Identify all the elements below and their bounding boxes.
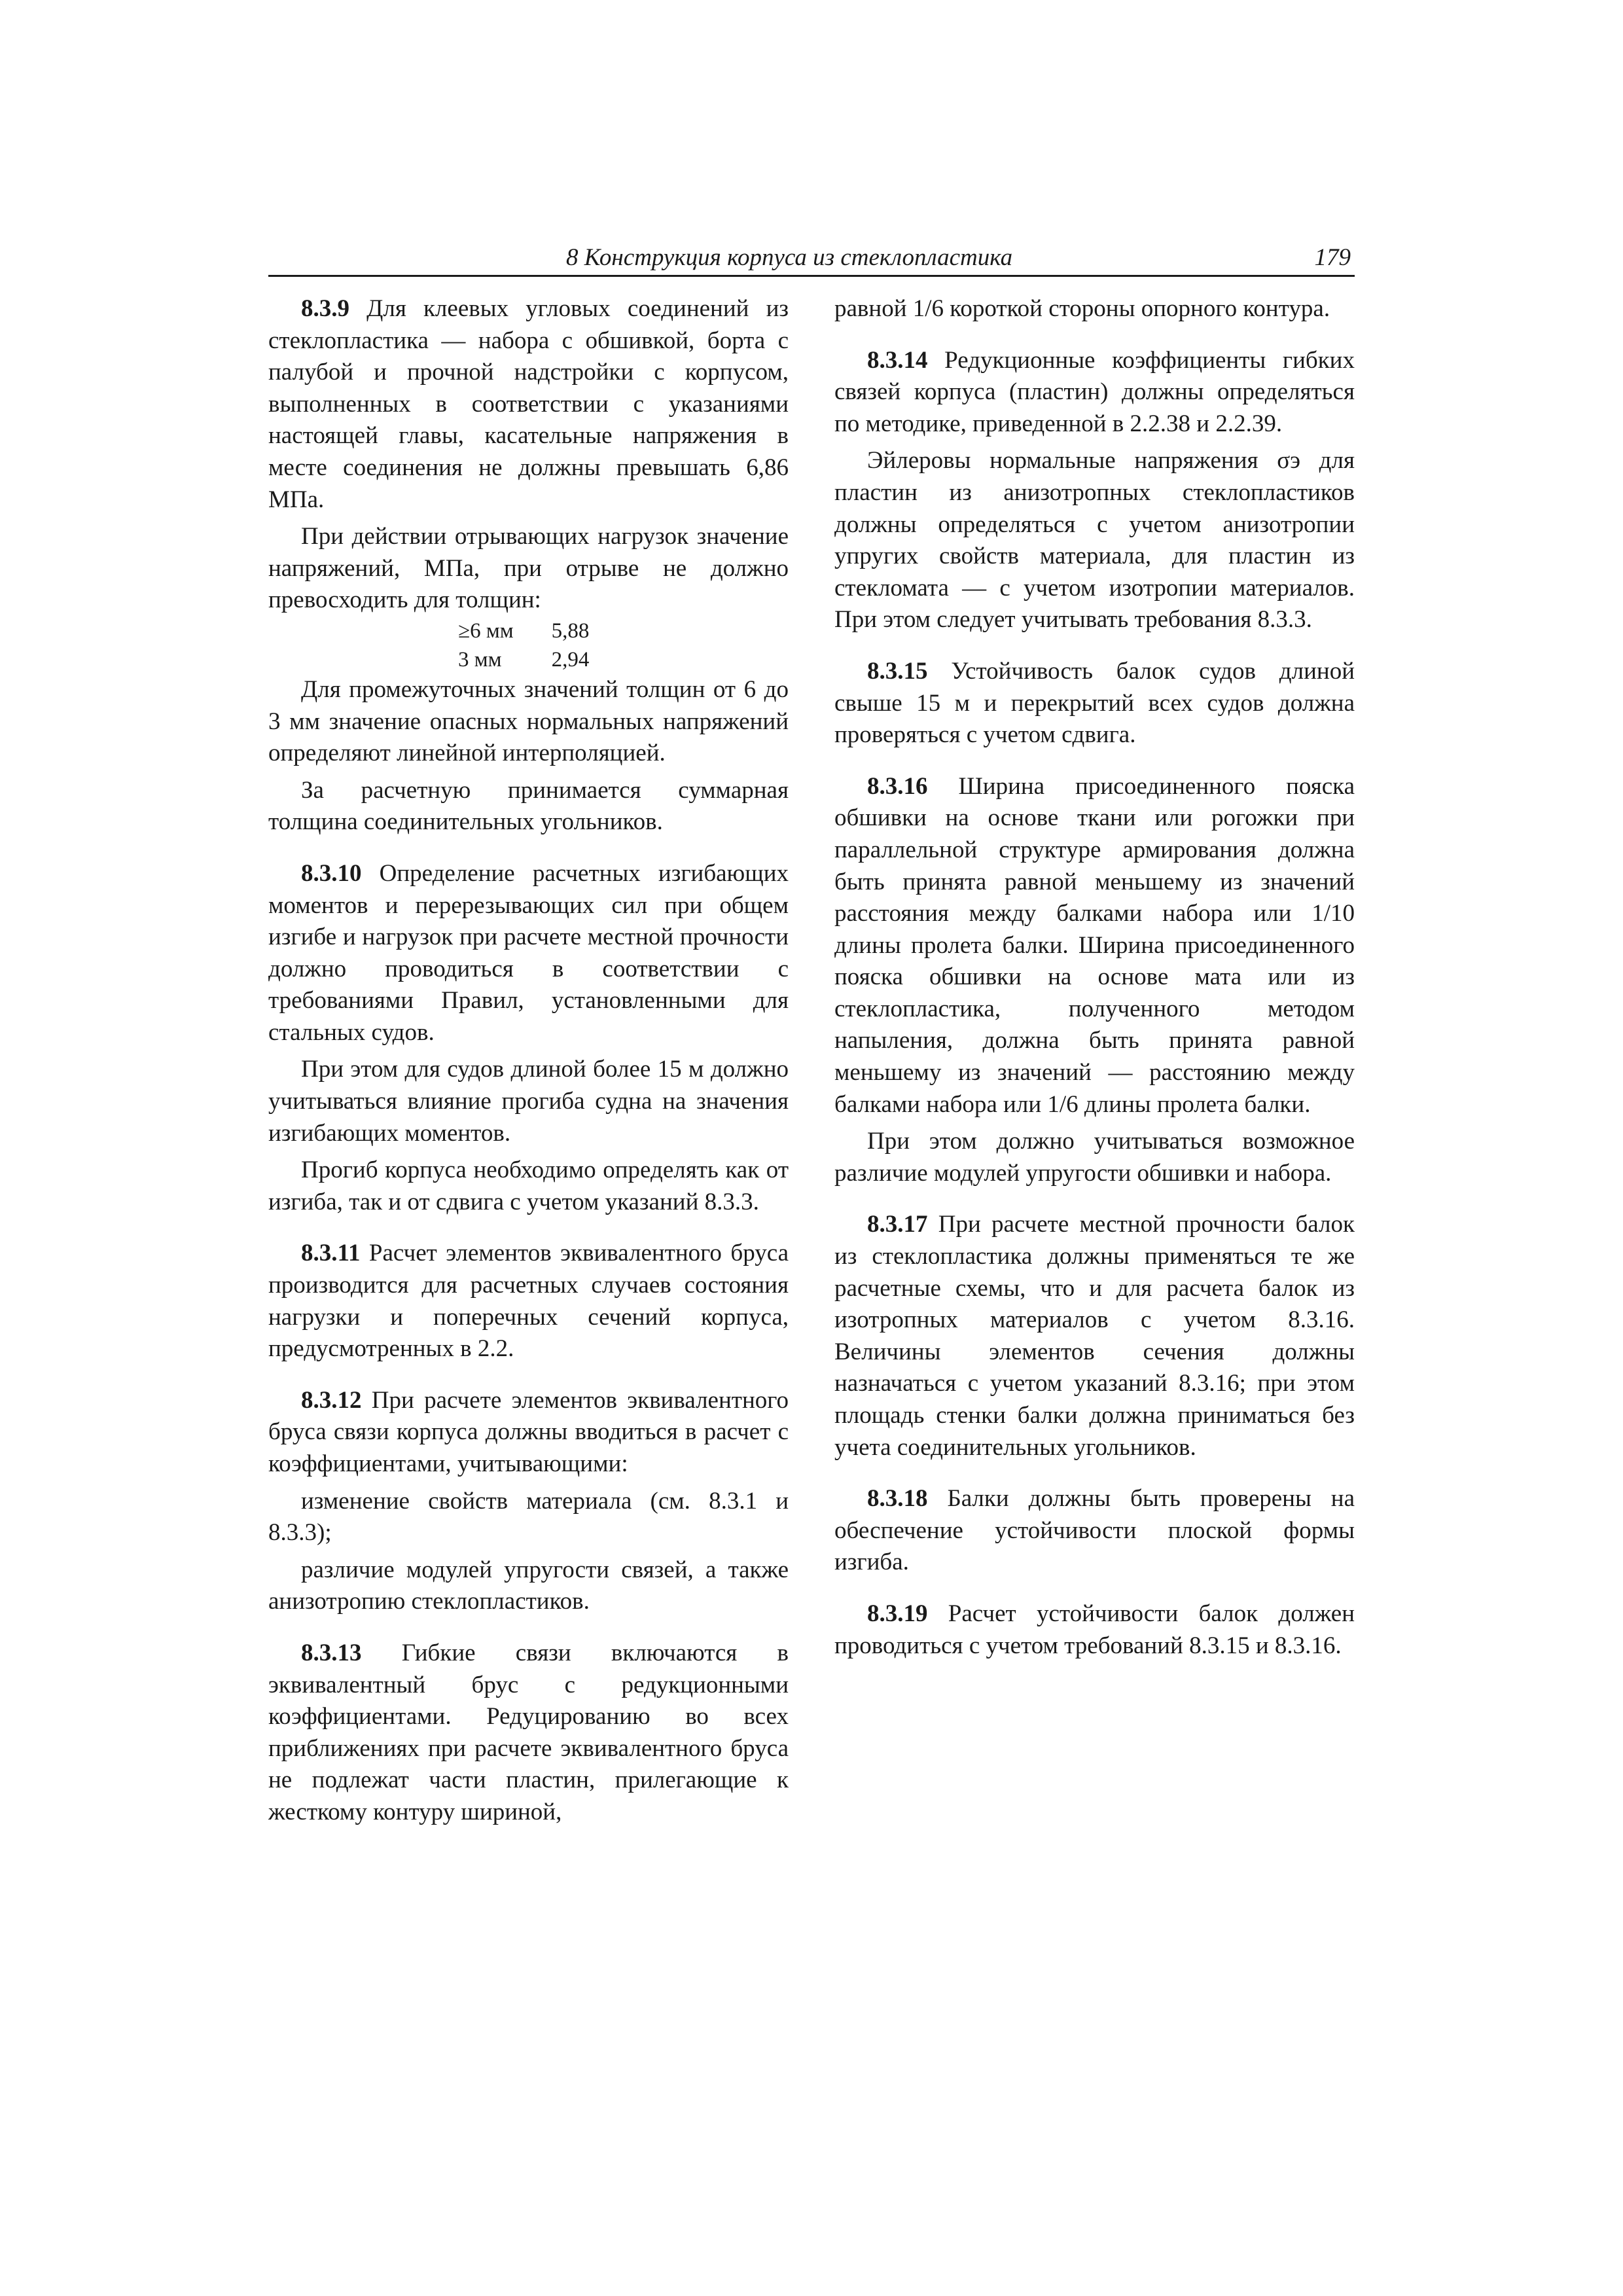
paragraph-8-3-16: 8.3.16 Ширина присоединенного пояска обшивки на основе ткани или рогожки при параллельной структуре армирования должна быть принята равной меньшему из значений расстояния между балками набора или 1/10 длины пролета балки. Ширина присоединенного пояска обшивки на основе мата или из стеклопластика, полученного методом напыления, должна быть принята равной меньшему из значений — расстоянию между балками набора или 1/6 длины пролета балки. (834, 772, 1355, 1118)
paragraph: За расчетную принимается суммарная толщина соединительных угольников. (268, 776, 789, 836)
table-row (458, 645, 609, 674)
paragraph: При этом для судов длиной более 15 м должно учитываться влияние прогиба судна на значения изгибающих моментов. (268, 1056, 789, 1147)
thickness-cell: ≥6 мм (458, 619, 514, 643)
running-header (268, 241, 1355, 277)
value-cell: 2,94 (551, 647, 590, 672)
table-row (458, 617, 609, 645)
paragraph: Для промежуточных значений толщин от 6 до 3 мм значение опасных нормальных напряжений определяют линейной интерполяцией. (268, 675, 789, 767)
section-number: 8.3.13 (301, 1639, 362, 1666)
page-number: 179 (1314, 244, 1351, 271)
paragraph-8-3-12: 8.3.12 При расчете элементов эквивалентного бруса связи корпуса должны вводиться в расчет с коэффициентами, учитывающими: (268, 1386, 789, 1477)
section-number: 8.3.11 (301, 1240, 361, 1267)
paragraph: Прогиб корпуса необходимо определять как от изгиба, так и от сдвига с учетом указаний 8.3.3. (268, 1157, 789, 1215)
paragraph: различие модулей упругости связей, а также анизотропию стеклопластиков. (268, 1556, 789, 1615)
thickness-cell: 3 мм (458, 647, 502, 672)
paragraph-8-3-9: 8.3.9 Для клеевых угловых соединений из стеклопластика — набора с обшивкой, борта с палубой и прочной надстройки с корпусом, выполненных в соответствии с указаниями настоящей главы, касательные напряжения в месте соединения не должны превышать 6,86 МПа. (268, 295, 789, 513)
right-column (834, 293, 1355, 1662)
section-number: 8.3.19 (867, 1600, 928, 1627)
paragraph-8-3-17: 8.3.17 При расчете местной прочности балок из стеклопластика должны применяться те же расчетные схемы, что и для расчета балок из изотропных материалов с учетом 8.3.16. Величины элементов сечения должны назначаться с учетом указаний 8.3.16; при этом площадь стенки балки должна приниматься без учета соединительных угольников. (834, 1211, 1355, 1461)
paragraph-8-3-10: 8.3.10 Определение расчетных изгибающих моментов и перерезывающих сил при общем изгибе и нагрузок при расчете местной прочности должно проводиться в соответствии с требованиями Правил, установленными для стальных судов. (268, 859, 789, 1046)
section-number: 8.3.15 (867, 657, 928, 685)
paragraph: При действии отрывающих нагрузок значение напряжений, МПа, при отрыве не должно превосходить для толщин: (268, 523, 789, 614)
section-number: 8.3.18 (867, 1485, 928, 1513)
left-column (268, 293, 789, 1829)
value-cell: 5,88 (551, 619, 590, 643)
section-number: 8.3.17 (867, 1211, 928, 1238)
section-number: 8.3.14 (867, 346, 928, 374)
paragraph-continued: равной 1/6 короткой стороны опорного контура. (834, 295, 1330, 322)
paragraph: Эйлеровы нормальные напряжения σэ для пластин из анизотропных стеклопластиков должны определяться с учетом анизотропии упругих свойств материала, для пластин из стекломата — с учетом изотропии материалов. При этом следует учитывать требования 8.3.3. (834, 447, 1355, 634)
paragraph-8-3-14: 8.3.14 Редукционные коэффициенты гибких связей корпуса (пластин) должны определяться по методике, приведенной в 2.2.38 и 2.2.39. (834, 346, 1355, 437)
thickness-table (458, 617, 609, 674)
section-number: 8.3.9 (301, 295, 349, 322)
section-number: 8.3.12 (301, 1386, 362, 1414)
paragraph-8-3-19: 8.3.19 Расчет устойчивости балок должен проводиться с учетом требований 8.3.15 и 8.3.16. (834, 1600, 1355, 1659)
section-number: 8.3.16 (867, 772, 928, 800)
paragraph: При этом должно учитываться возможное различие модулей упругости обшивки и набора. (834, 1128, 1355, 1187)
paragraph-8-3-13: 8.3.13 Гибкие связи включаются в эквивалентный брус с редукционными коэффициентами. Редуцированию во всех приближениях при расчете эквивалентного бруса не подлежат части пластин, прилегающие к жесткому контуру шириной, (268, 1639, 789, 1825)
paragraph: изменение свойств материала (см. 8.3.1 и 8.3.3); (268, 1487, 789, 1547)
paragraph-8-3-15: 8.3.15 Устойчивость балок судов длиной свыше 15 м и перекрытий всех судов должна проверяться с учетом сдвига. (834, 657, 1355, 749)
section-number: 8.3.10 (301, 859, 362, 887)
paragraph-8-3-11: 8.3.11 Расчет элементов эквивалентного бруса производится для расчетных случаев состояния нагрузки и поперечных сечений корпуса, предусмотренных в 2.2. (268, 1240, 789, 1363)
paragraph-8-3-18: 8.3.18 Балки должны быть проверены на обеспечение устойчивости плоской формы изгиба. (834, 1485, 1355, 1576)
chapter-title: 8 Конструкция корпуса из стеклопластика (566, 244, 1013, 271)
